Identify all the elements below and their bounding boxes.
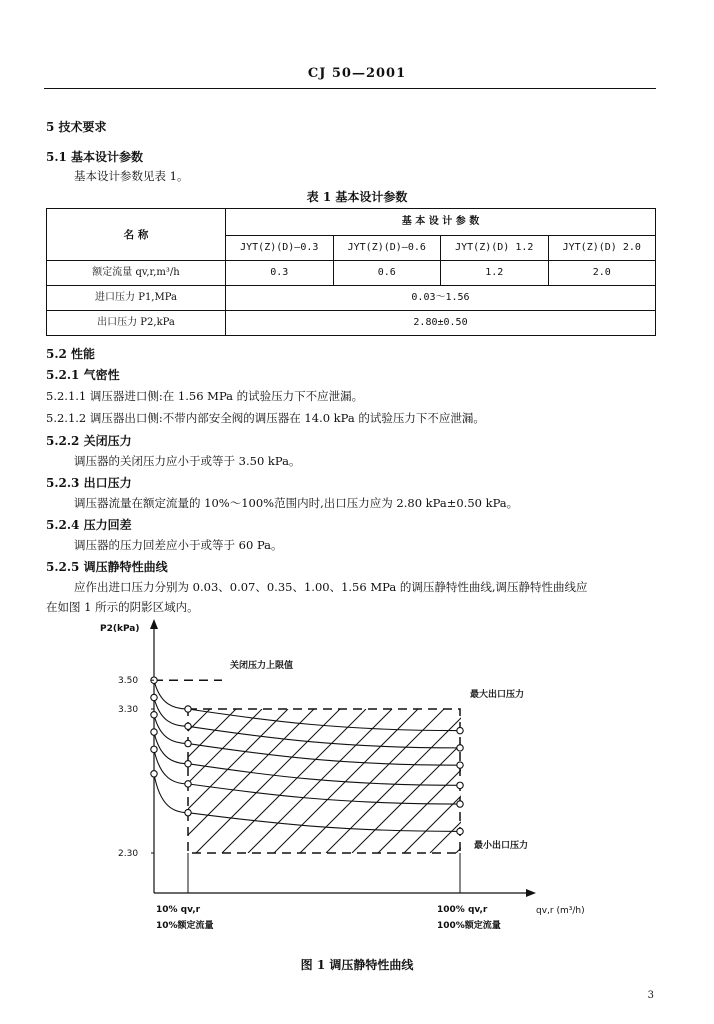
hatch-line	[456, 709, 600, 853]
page-header: CJ 50—2001	[307, 66, 407, 81]
hatch-line	[40, 709, 184, 853]
curve-point	[151, 694, 157, 700]
x-tick-label-100: 100% qv,r	[437, 905, 488, 915]
shaded-region-hatching	[0, 709, 714, 853]
hatch-line	[534, 709, 678, 853]
table-name-header: 名 称	[47, 209, 226, 261]
characteristic-curve	[154, 715, 460, 765]
y-tick-label: 2.30	[118, 849, 139, 859]
curve-point	[151, 771, 157, 777]
x-axis-label: qv,r (m³/h)	[536, 906, 585, 916]
table-caption: 表 1 基本设计参数	[306, 190, 408, 204]
hatch-line	[508, 709, 652, 853]
curve-point	[457, 727, 463, 733]
section-5-2-4-heading: 5.2.4 压力回差	[46, 518, 132, 532]
section-5-2-1-2-text: 5.2.1.2 调压器出口侧:不带内部安全阀的调压器在 14.0 kPa 的试验压力下不应泄漏。	[46, 411, 485, 425]
hatch-line	[664, 709, 714, 853]
table-cell: 2.0	[548, 261, 656, 286]
hatch-line	[0, 709, 132, 853]
section-5-2-3-heading: 5.2.3 出口压力	[46, 476, 132, 490]
page-number: 3	[647, 990, 654, 1001]
section-5-2-3-text: 调压器流量在额定流量的 10%～100%范围内时,出口压力应为 2.80 kPa±0.50 kPa。	[74, 496, 519, 510]
table-model-header: JYT(Z)(D) 1.2	[441, 236, 549, 261]
hatch-line	[170, 709, 314, 853]
section-5-2-heading: 5.2 性能	[46, 347, 96, 361]
x-tick-sublabel-10: 10%额定流量	[156, 921, 214, 931]
table-cell: 0.6	[333, 261, 441, 286]
characteristic-curve	[154, 697, 460, 747]
hatch-line	[560, 709, 704, 853]
hatch-line	[482, 709, 626, 853]
curve-point	[457, 782, 463, 788]
hatch-line	[586, 709, 714, 853]
hatch-line	[612, 709, 714, 853]
table-model-header: JYT(Z)(D) 2.0	[548, 236, 656, 261]
curve-point	[151, 746, 157, 752]
section-5-1-heading: 5.1 基本设计参数	[46, 150, 144, 164]
y-tick-labels	[118, 676, 154, 859]
section-5-2-5-text-cont: 在如图 1 所示的阴影区域内。	[46, 600, 199, 614]
curve-point	[185, 761, 191, 767]
section-5-2-1-1-text: 5.2.1.1 调压器进口侧:在 1.56 MPa 的试验压力下不应泄漏。	[46, 389, 364, 403]
curve-point	[457, 801, 463, 807]
hatch-line	[274, 709, 418, 853]
section-5-2-2-text: 调压器的关闭压力应小于或等于 3.50 kPa。	[74, 454, 301, 468]
table-cell-inlet: 0.03～1.56	[226, 286, 656, 311]
section-5-2-5-heading: 5.2.5 调压静特性曲线	[46, 560, 168, 574]
curve-point	[457, 762, 463, 768]
table-cell: 1.2	[441, 261, 549, 286]
section-5-1-text: 基本设计参数见表 1。	[74, 169, 189, 183]
curve-point	[185, 706, 191, 712]
curve-point	[185, 809, 191, 815]
figure-caption: 图 1 调压静特性曲线	[300, 958, 414, 972]
section-5-2-5-text: 应作出进口压力分别为 0.03、0.07、0.35、1.00、1.56 MPa 的调压静特性曲线,调压静特性曲线应	[74, 580, 588, 594]
characteristic-curve	[154, 749, 460, 804]
curve-point	[185, 740, 191, 746]
hatch-line	[222, 709, 366, 853]
annotation-closing-limit: 关闭压力上限值	[230, 661, 294, 671]
section-5-2-2-heading: 5.2.2 关闭压力	[46, 434, 132, 448]
hatch-line	[248, 709, 392, 853]
table-model-header: JYT(Z)(D)—0.3	[226, 236, 334, 261]
y-axis-label: P2(kPa)	[100, 624, 140, 634]
characteristic-curves	[151, 677, 463, 835]
y-axis-arrow	[150, 619, 158, 629]
section-5-2-1-heading: 5.2.1 气密性	[46, 368, 120, 382]
x-tick-sublabel-100: 100%额定流量	[437, 921, 501, 931]
row-label-inlet: 进口压力 P1,MPa	[47, 286, 226, 311]
curve-point	[457, 828, 463, 834]
section-5-2-4-text: 调压器的压力回差应小于或等于 60 Pa。	[74, 538, 283, 552]
row-label-flow: 额定流量 qv,r,m³/h	[47, 261, 226, 286]
table-model-header: JYT(Z)(D)—0.6	[333, 236, 441, 261]
section-5-heading: 5 技术要求	[46, 120, 107, 134]
y-tick-label: 3.50	[118, 676, 139, 687]
table-cell-outlet: 2.80±0.50	[226, 311, 656, 336]
curve-point	[457, 745, 463, 751]
curve-point	[185, 781, 191, 787]
characteristic-curve	[154, 680, 460, 730]
x-tick-label-10: 10% qv,r	[156, 905, 201, 915]
curve-point	[151, 712, 157, 718]
row-label-outlet: 出口压力 P2,kPa	[47, 311, 226, 336]
y-tick-label: 3.30	[118, 705, 139, 715]
hatch-line	[638, 709, 714, 853]
x-axis-arrow	[526, 889, 536, 897]
annotation-max-outlet: 最大出口压力	[470, 690, 525, 700]
annotation-min-outlet: 最小出口压力	[474, 841, 529, 851]
table-group-header: 基 本 设 计 参 数	[226, 209, 656, 236]
table-cell: 0.3	[226, 261, 334, 286]
curve-point	[151, 729, 157, 735]
curve-point	[185, 723, 191, 729]
hatch-line	[14, 709, 158, 853]
